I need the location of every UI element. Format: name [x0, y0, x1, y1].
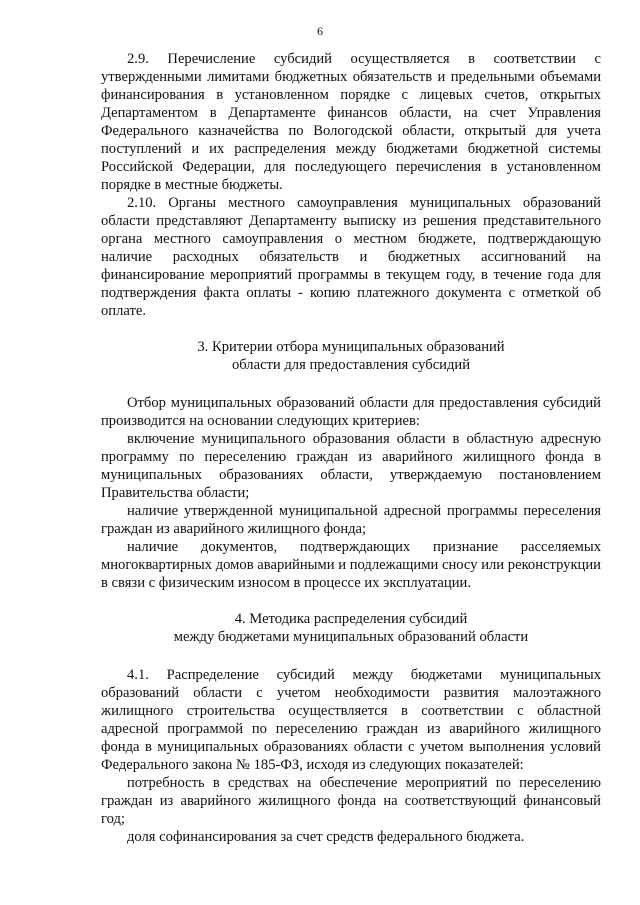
spacer — [101, 320, 601, 338]
spacer — [101, 646, 601, 666]
spacer — [101, 374, 601, 394]
section-3-criterion-1: включение муниципального образования области в областную адресную программу по переселению граждан из аварийного жилищного фонда в муниципальных образованиях области, утверждаемую постановлением Правительства области; — [101, 431, 601, 501]
paragraph-2-9: 2.9. Перечисление субсидий осуществляется в соответствии с утвержденными лимитами бюджетных обязательств и предельными объемами финансирования в установленном порядке с лицевых счетов, открытых Департаментом в Департаменте финансов области, на счет Управления Федерального казначейства по Вологодской области, открытый для учета поступлений и их распределения между бюджетами бюджетной системы Российской Федерации, для последующего перечисления в установленном порядке в местные бюджеты. — [101, 51, 601, 193]
section-4-heading-line-2: между бюджетами муниципальных образований области — [173, 629, 529, 645]
section-4-indicator-1: потребность в средствах на обеспечение мероприятий по переселению граждан из аварийного жилищного фонда на соответствующий финансовый год; — [101, 775, 601, 827]
section-3-heading-line-2: области для предоставления субсидий — [231, 357, 471, 373]
page-content — [101, 50, 601, 846]
section-3-intro-paragraph: Отбор муниципальных образований области для предоставления субсидий производится на основании следующих критериев: — [101, 395, 601, 429]
paragraph-4-1: 4.1. Распределение субсидий между бюджетами муниципальных образований области с учетом необходимости развития малоэтажного жилищного строительства осуществляется в соответствии с областной адресной программой по переселению граждан из аварийного жилищного фонда в муниципальных образованиях области с учетом выполнения условий Федерального закона № 185-ФЗ, исходя из следующих показателей: — [101, 667, 601, 773]
spacer — [101, 592, 601, 610]
page-number: 6 — [317, 24, 323, 38]
section-3-heading-line-1: 3. Критерии отбора муниципальных образований — [197, 339, 505, 355]
paragraph-2-10: 2.10. Органы местного самоуправления муниципальных образований области представляют Департаменту выписку из решения представительного органа местного самоуправления о местном бюджете, подтверждающую наличие расходных обязательств и бюджетных ассигнований на финансирование мероприятий программы в текущем году, в течение года для подтверждения факта оплаты - копию платежного документа с отметкой об оплате. — [101, 195, 601, 319]
section-4-heading-line-1: 4. Методика распределения субсидий — [234, 611, 468, 627]
section-3-criterion-3: наличие документов, подтверждающих признание расселяемых многоквартирных домов аварийными и подлежащими сносу или реконструкции в связи с физическим износом в процессе их эксплуатации. — [101, 539, 601, 591]
section-3-criterion-2: наличие утвержденной муниципальной адресной программы переселения граждан из аварийного жилищного фонда; — [101, 503, 601, 537]
section-4-indicator-2: доля софинансирования за счет средств федерального бюджета. — [127, 829, 525, 845]
